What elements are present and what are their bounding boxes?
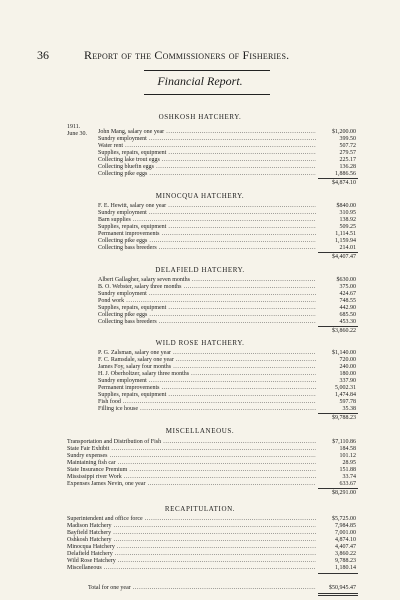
ledger-row: Bayfield Hatchery ..... 7,001.00: [0, 529, 400, 537]
ledger-row: John Mang, salary one year ..... $1,200.00: [0, 128, 400, 136]
total-rule: [318, 413, 358, 414]
date-label: June 30.: [67, 131, 87, 137]
ledger-row: Water rent ..... 507.72: [0, 142, 400, 150]
ledger-row: P. G. Zalsman, salary one year ..... $1,140.00: [0, 349, 400, 357]
ledger-row: Sundry employment ..... 424.67: [0, 290, 400, 298]
ledger-row: Permanent improvements ..... 5,002.31: [0, 384, 400, 392]
grand-total-double-rule: [318, 593, 358, 596]
ledger-row: Collecting bass breeders ..... 214.01: [0, 244, 400, 252]
ledger-row: Supplies, repairs, equipment ..... 1,474.84: [0, 391, 400, 399]
ledger-row: Albert Gallagher, salary seven months ..... $630.00: [0, 276, 400, 284]
section-total-wildrose: $9,788.23: [332, 415, 356, 421]
ledger-row: Collecting bluefin eggs ..... 136.28: [0, 163, 400, 171]
section-total-minocqua: $4,407.47: [332, 254, 356, 260]
grand-total-value: $50,945.47: [329, 585, 356, 591]
ledger-row: F. C. Ramsdale, salary one year ..... 720.00: [0, 356, 400, 364]
ledger-row: Barn supplies ..... 138.92: [0, 216, 400, 224]
section-title-oshkosh: OSHKOSH HATCHERY.: [158, 113, 242, 121]
running-title: Report of the Commissioners of Fisheries.: [84, 48, 290, 62]
section-total-delafield: $3,860.22: [332, 328, 356, 334]
ledger-row: Supplies, repairs, equipment ..... 279.57: [0, 149, 400, 157]
ledger-row: Oshkosh Hatchery ..... 4,874.10: [0, 536, 400, 544]
ledger-row: Sundry employment ..... 337.90: [0, 377, 400, 385]
ledger-row: F. E. Hewitt, salary one year ..... $840.00: [0, 202, 400, 210]
ledger-row: Collecting lake trout eggs ..... 225.17: [0, 156, 400, 164]
ledger-row: Wild Rose Hatchery ..... 9,788.23: [0, 557, 400, 565]
ledger-row: Delafield Hatchery ..... 3,860.22: [0, 550, 400, 558]
section-total-oshkosh: $4,874.10: [332, 180, 356, 186]
ledger-row: Superintendent and office force ..... $5,725.00: [0, 515, 400, 523]
ledger-row: Collecting bass breeders ..... 453.30: [0, 318, 400, 326]
ledger-row: State Insurance Premium ..... 151.88: [0, 466, 400, 474]
grand-total-label: Total for one year .....: [88, 584, 316, 592]
year-label: 1911.: [67, 124, 81, 130]
page-number: 36: [37, 48, 49, 62]
section-title-recap: RECAPITULATION.: [164, 505, 236, 513]
ledger-row: James Foy, salary four months ..... 240.00: [0, 363, 400, 371]
ledger-row: Expenses James Nevin, one year ..... 633.67: [0, 480, 400, 488]
report-title: Financial Report.: [157, 74, 243, 88]
ledger-row: State Fair Exhibit ..... 184.58: [0, 445, 400, 453]
ledger-row: Maintaining fish car ..... 28.95: [0, 459, 400, 467]
section-title-wildrose: WILD ROSE HATCHERY.: [155, 339, 245, 347]
ledger-row: Miscellaneous ..... 1,180.14: [0, 564, 400, 572]
ledger-row: Minocqua Hatchery ..... 4,407.47: [0, 543, 400, 551]
section-title-misc: MISCELLANEOUS.: [165, 427, 235, 435]
ledger-row: Sundry employment ..... 399.50: [0, 135, 400, 143]
title-rule-top: [144, 70, 270, 71]
ledger-row: Pond work ..... 748.55: [0, 297, 400, 305]
total-rule: [318, 178, 358, 179]
ledger-row: Supplies, repairs, equipment ..... 509.25: [0, 223, 400, 231]
ledger-row: Fish food ..... 597.78: [0, 398, 400, 406]
ledger-row: Sundry expenses ..... 101.12: [0, 452, 400, 460]
total-rule: [318, 488, 358, 489]
total-rule: [318, 252, 358, 253]
ledger-row: Collecting pike eggs ..... 1,886.56: [0, 170, 400, 178]
ledger-row: Mississippi river Work ..... 33.74: [0, 473, 400, 481]
grand-total-row: [0, 584, 400, 592]
title-rule-bottom: [144, 94, 270, 95]
ledger-row: B. O. Webster, salary three months ..... 375.00: [0, 283, 400, 291]
ledger-row: Madison Hatchery ..... 7,984.85: [0, 522, 400, 530]
ledger-row: Sundry employment ..... 310.95: [0, 209, 400, 217]
ledger-row: Filling ice house ..... 35.38: [0, 405, 400, 413]
section-title-minocqua: MINOCQUA HATCHERY.: [155, 192, 245, 200]
section-title-delafield: DELAFIELD HATCHERY.: [155, 266, 245, 274]
total-rule: [318, 326, 358, 327]
total-rule: [318, 573, 358, 574]
page-header: [0, 48, 400, 62]
ledger-row: Collecting pike eggs ..... 1,159.94: [0, 237, 400, 245]
ledger-row: Collecting pike eggs ..... 685.50: [0, 311, 400, 319]
ledger-row: Supplies, repairs, equipment ..... 442.90: [0, 304, 400, 312]
ledger-row: Permanent improvements ..... 1,114.51: [0, 230, 400, 238]
section-total-misc: $8,291.00: [332, 490, 356, 496]
ledger-row: Transportation and Distribution of Fish ..... $7,110.86: [0, 438, 400, 446]
ledger-row: H. J. Oberholtzer, salary three months ..... 180.00: [0, 370, 400, 378]
